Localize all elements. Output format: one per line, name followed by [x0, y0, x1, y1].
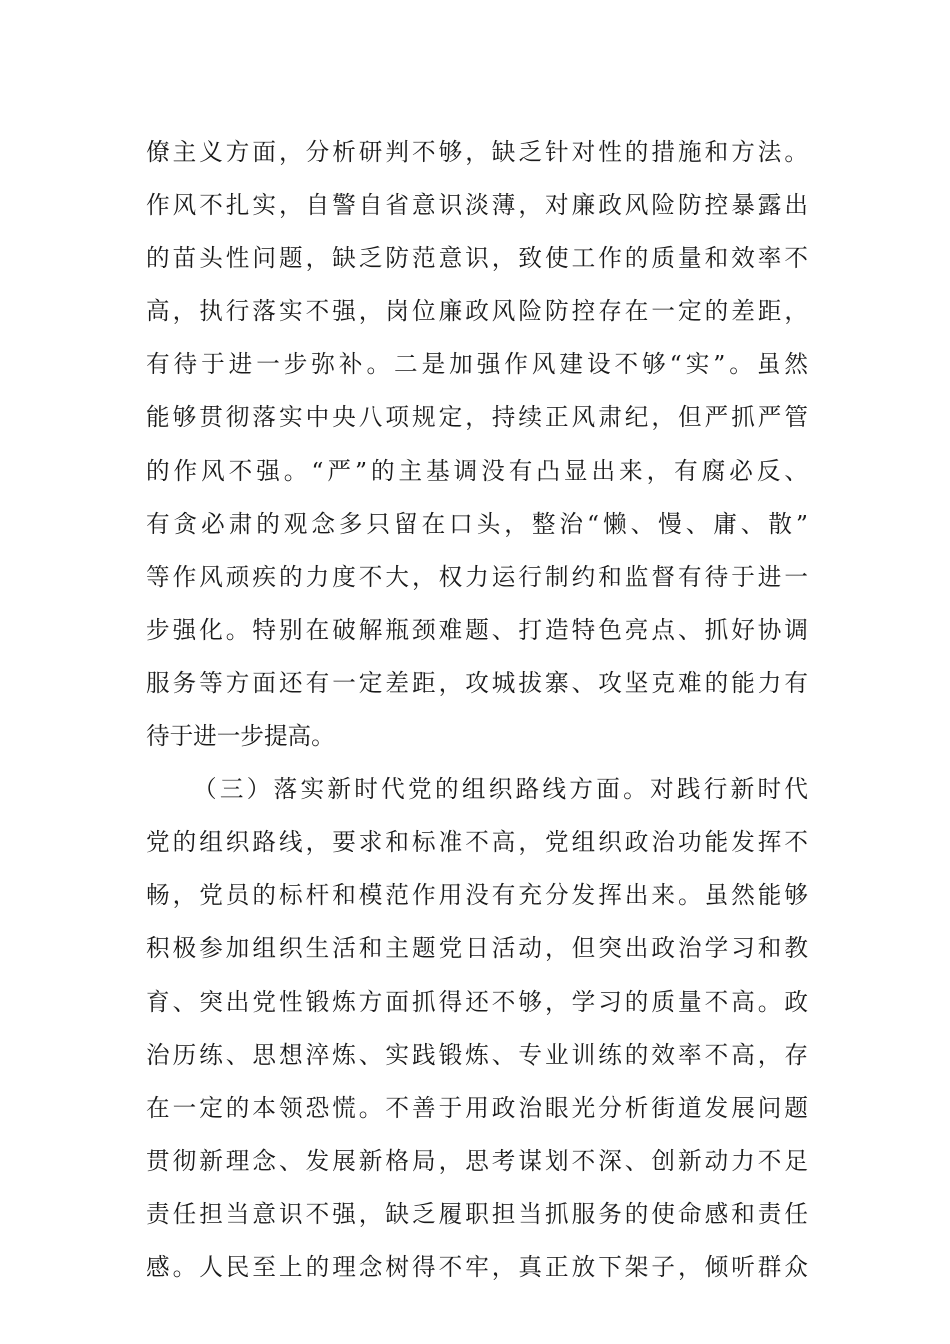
text-line: 步强化。特别在破解瓶颈难题、打造特色亮点、抓好协调: [146, 615, 808, 644]
text-line: 高，执行落实不强，岗位廉政风险防控存在一定的差距，: [146, 297, 808, 326]
text-line: 畅，党员的标杆和模范作用没有充分发挥出来。虽然能够: [146, 881, 808, 910]
text-line: 感。人民至上的理念树得不牢，真正放下架子，倾听群众: [146, 1252, 808, 1281]
text-line: 贯彻新理念、发展新格局，思考谋划不深、创新动力不足: [146, 1146, 808, 1175]
text-line: 党的组织路线，要求和标准不高，党组织政治功能发挥不: [146, 828, 808, 857]
text-line: 在一定的本领恐慌。不善于用政治眼光分析街道发展问题: [146, 1093, 808, 1122]
text-line: 能够贯彻落实中央八项规定，持续正风肃纪，但严抓严管: [146, 403, 808, 432]
text-line: 的苗头性问题，缺乏防范意识，致使工作的质量和效率不: [146, 244, 808, 273]
paragraph-end-line: 待于进一步提高。: [146, 722, 335, 751]
body-text: [146, 126, 808, 1294]
text-line: 积极参加组织生活和主题党日活动，但突出政治学习和教: [146, 934, 808, 963]
text-line: 等作风顽疾的力度不大，权力运行制约和监督有待于进一: [146, 562, 808, 591]
text-line: 的作风不强。“严”的主基调没有凸显出来，有腐必反、: [146, 456, 808, 485]
text-line: 有待于进一步弥补。二是加强作风建设不够“实”。虽然: [146, 350, 808, 379]
text-line: 治历练、思想淬炼、实践锻炼、专业训练的效率不高，存: [146, 1040, 808, 1069]
text-line: 有贪必肃的观念多只留在口头，整治“懒、慢、庸、散”: [146, 509, 808, 538]
section-heading-line: （三）落实新时代党的组织路线方面。对践行新时代: [193, 775, 808, 804]
text-line: 作风不扎实，自警自省意识淡薄，对廉政风险防控暴露出: [146, 191, 808, 220]
text-line: 服务等方面还有一定差距，攻城拔寨、攻坚克难的能力有: [146, 668, 808, 697]
text-line: 僚主义方面，分析研判不够，缺乏针对性的措施和方法。: [146, 138, 808, 166]
text-line: 育、突出党性锻炼方面抓得还不够，学习的质量不高。政: [146, 987, 808, 1016]
text-line: 责任担当意识不强，缺乏履职担当抓服务的使命感和责任: [146, 1199, 808, 1228]
